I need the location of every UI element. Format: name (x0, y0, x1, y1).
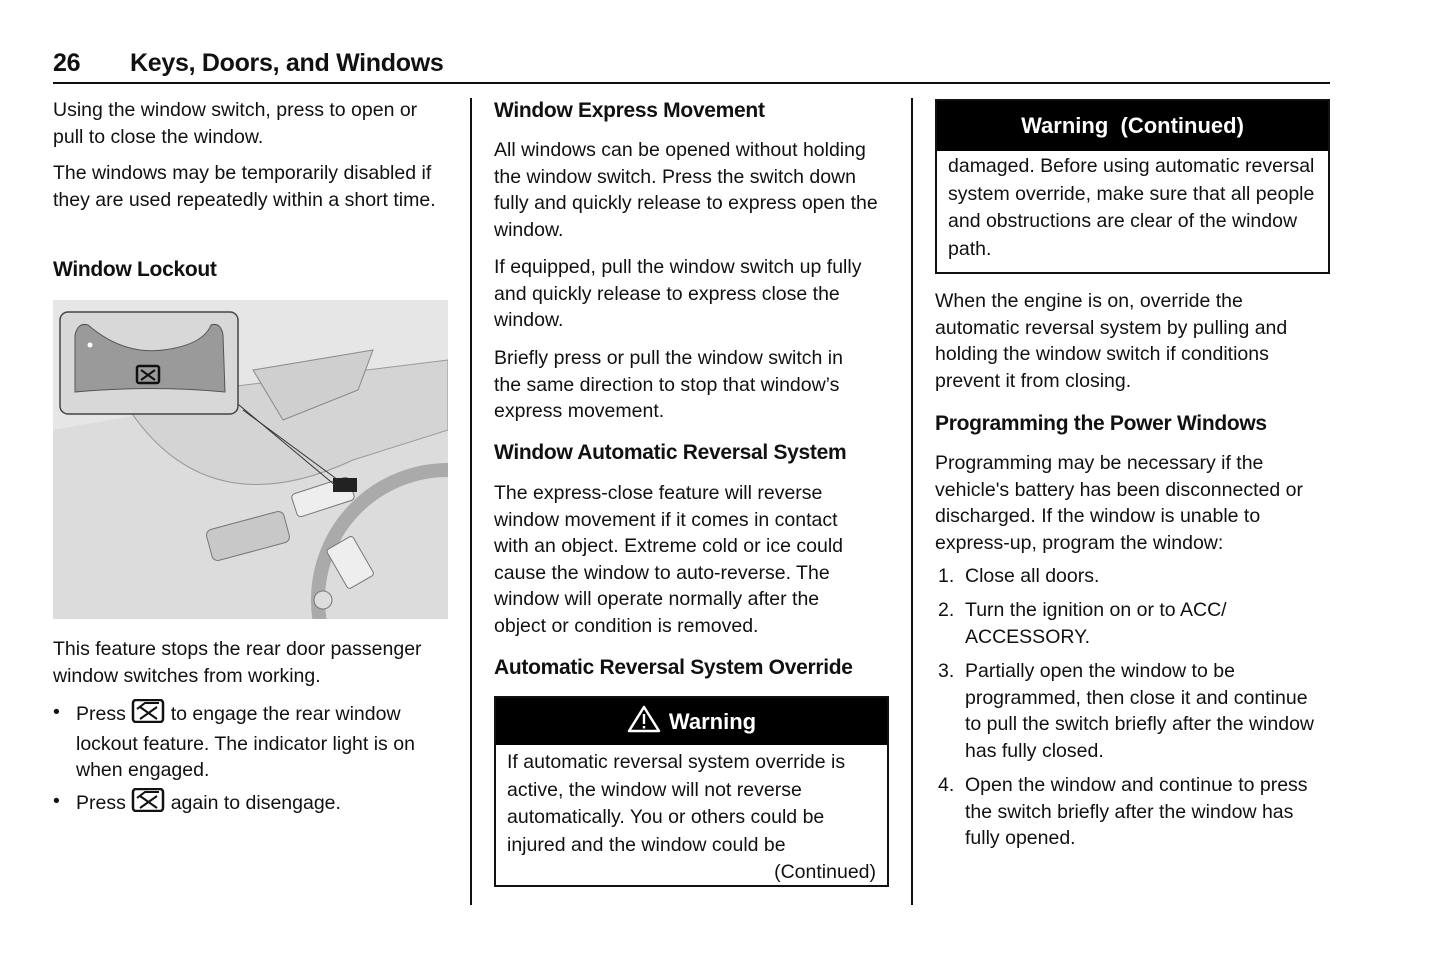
window-lockout-illustration (53, 300, 448, 619)
step-text: Close all doors. (965, 565, 1100, 587)
bullet-text: again to disengage. (170, 792, 341, 814)
warning-header (496, 698, 887, 745)
paragraph: If equipped, pull the window switch up fully and quickly release to express close the window. (494, 256, 862, 331)
step-number: 4. (938, 774, 955, 796)
paragraph: Programming may be necessary if the vehicle's battery has been disconnected or discharged. If the window is unable to express-up, program the window: (935, 452, 1303, 554)
warning-title: Warning (668, 708, 757, 734)
list-item (938, 597, 1268, 650)
warning-triangle-icon (627, 705, 661, 739)
bullet-item (53, 699, 448, 784)
page-number: 26 (53, 49, 81, 77)
column-divider (911, 98, 913, 905)
paragraph: The express-close feature will reverse window movement if it comes in contact with an object. Extreme cold or ice could cause the window to auto-reverse. The window will operate normally after the object or condition is removed. (494, 482, 844, 637)
bullet-text: Press (76, 703, 126, 725)
list-item (938, 563, 1333, 590)
window-lockout-icon (131, 699, 165, 731)
bullet-text: Press (76, 792, 126, 814)
paragraph: Briefly press or pull the window switch in the same direction to stop that window’s express movement. (494, 347, 843, 422)
paragraph: When the engine is on, override the automatic reversal system by pulling and holding the window switch if conditions prevent it from closing. (935, 290, 1288, 392)
list-item (938, 772, 1330, 852)
warning-continued-header: Warning (Continued) (937, 101, 1328, 151)
step-text: Open the window and continue to press the switch briefly after the window has fully opened. (965, 774, 1308, 849)
list-item (938, 658, 1328, 764)
warning-continued-body: damaged. Before using automatic reversal system override, make sure that all people and obstructions are clear of the window path. (948, 155, 1315, 260)
header-rule (53, 82, 1330, 84)
continued-label: (Continued) (774, 861, 876, 883)
warning-continued-box (935, 99, 1330, 274)
paragraph: This feature stops the rear door passenger window switches from working. (53, 638, 422, 687)
step-number: 1. (938, 565, 955, 587)
window-lockout-icon (131, 788, 165, 820)
bullet-text: to engage the rear window lockout feature. The indicator light is on when engaged. (76, 703, 415, 781)
paragraph: The windows may be temporarily disabled if they are used repeatedly within a short time. (53, 162, 436, 211)
heading-reversal-override: Automatic Reversal System Override (494, 656, 853, 679)
heading-programming-power-windows: Programming the Power Windows (935, 412, 1267, 435)
step-text: Partially open the window to be programmed, then close it and continue to pull the switch briefly after the window has fully closed. (965, 660, 1315, 762)
paragraph: All windows can be opened without holding the window switch. Press the switch down fully and quickly release to express open the window. (494, 139, 878, 241)
step-text: Turn the ignition on or to ACC/ ACCESSORY. (965, 599, 1227, 648)
column-divider (470, 98, 472, 905)
heading-automatic-reversal: Window Automatic Reversal System (494, 441, 847, 464)
paragraph: Using the window switch, press to open or pull to close the window. (53, 99, 418, 148)
heading-window-lockout: Window Lockout (53, 258, 217, 281)
step-number: 2. (938, 599, 955, 621)
section-title: Keys, Doors, and Windows (130, 49, 444, 77)
warning-body: If automatic reversal system override is active, the window will not reverse automatically. You or others could be injured and the window could be (507, 751, 846, 856)
warning-box (494, 696, 889, 887)
heading-window-express-movement: Window Express Movement (494, 99, 765, 122)
bullet-item (53, 788, 448, 820)
step-number: 3. (938, 660, 955, 682)
